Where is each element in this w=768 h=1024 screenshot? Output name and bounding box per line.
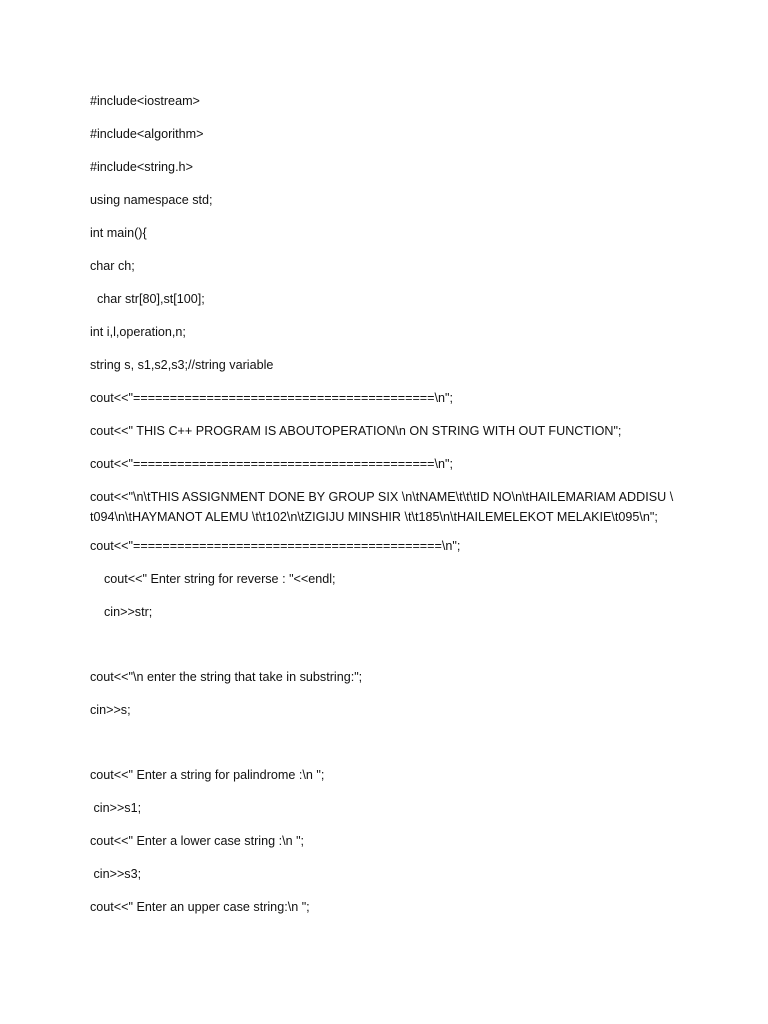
blank-line [90, 736, 680, 768]
code-line: cout<<" Enter a string for palindrome :\n "; [90, 768, 325, 782]
code-line: int main(){ [90, 226, 147, 240]
code-line: cout<<"\n\tTHIS ASSIGNMENT DONE BY GROUP SIX \n\tNAME\t\t\tID NO\n\tHAILEMARIAM ADDISU \ t094\n\tHAYMANOT ALEMU \t\t102\n\tZIGIJU MINSHIR \t\t185\n\tHAILEMELEKOT MELAKIE\t095\n"; [90, 490, 677, 524]
code-line: cout<<" Enter a lower case string :\n "; [90, 834, 305, 848]
code-line: int i,l,operation,n; [90, 325, 186, 339]
code-line: #include<algorithm> [90, 127, 204, 141]
code-line: cout<<"=========================================\n"; [90, 391, 453, 405]
code-line: string s, s1,s2,s3;//string variable [90, 358, 274, 372]
code-line: char ch; [90, 259, 135, 273]
code-line: #include<string.h> [90, 160, 193, 174]
code-line: cin>>str; [90, 605, 153, 619]
code-text [90, 94, 680, 933]
code-line: char str[80],st[100]; [90, 292, 205, 306]
code-line: cin>>s; [90, 703, 131, 717]
code-line: cin>>s1; [90, 801, 142, 815]
code-line: cout<<"==========================================\n"; [90, 539, 461, 553]
code-line: cout<<"\n enter the string that take in substring:"; [90, 670, 363, 684]
code-line: using namespace std; [90, 193, 213, 207]
code-line: cout<<"=========================================\n"; [90, 457, 453, 471]
code-line: #include<iostream> [90, 94, 200, 108]
code-line: cin>>s3; [90, 867, 142, 881]
blank-line [90, 638, 680, 670]
code-line: cout<<" Enter string for reverse : "<<endl; [90, 572, 336, 586]
code-line: cout<<" Enter an upper case string:\n "; [90, 900, 310, 914]
code-line: cout<<" THIS C++ PROGRAM IS ABOUTOPERATION\n ON STRING WITH OUT FUNCTION"; [90, 424, 622, 438]
